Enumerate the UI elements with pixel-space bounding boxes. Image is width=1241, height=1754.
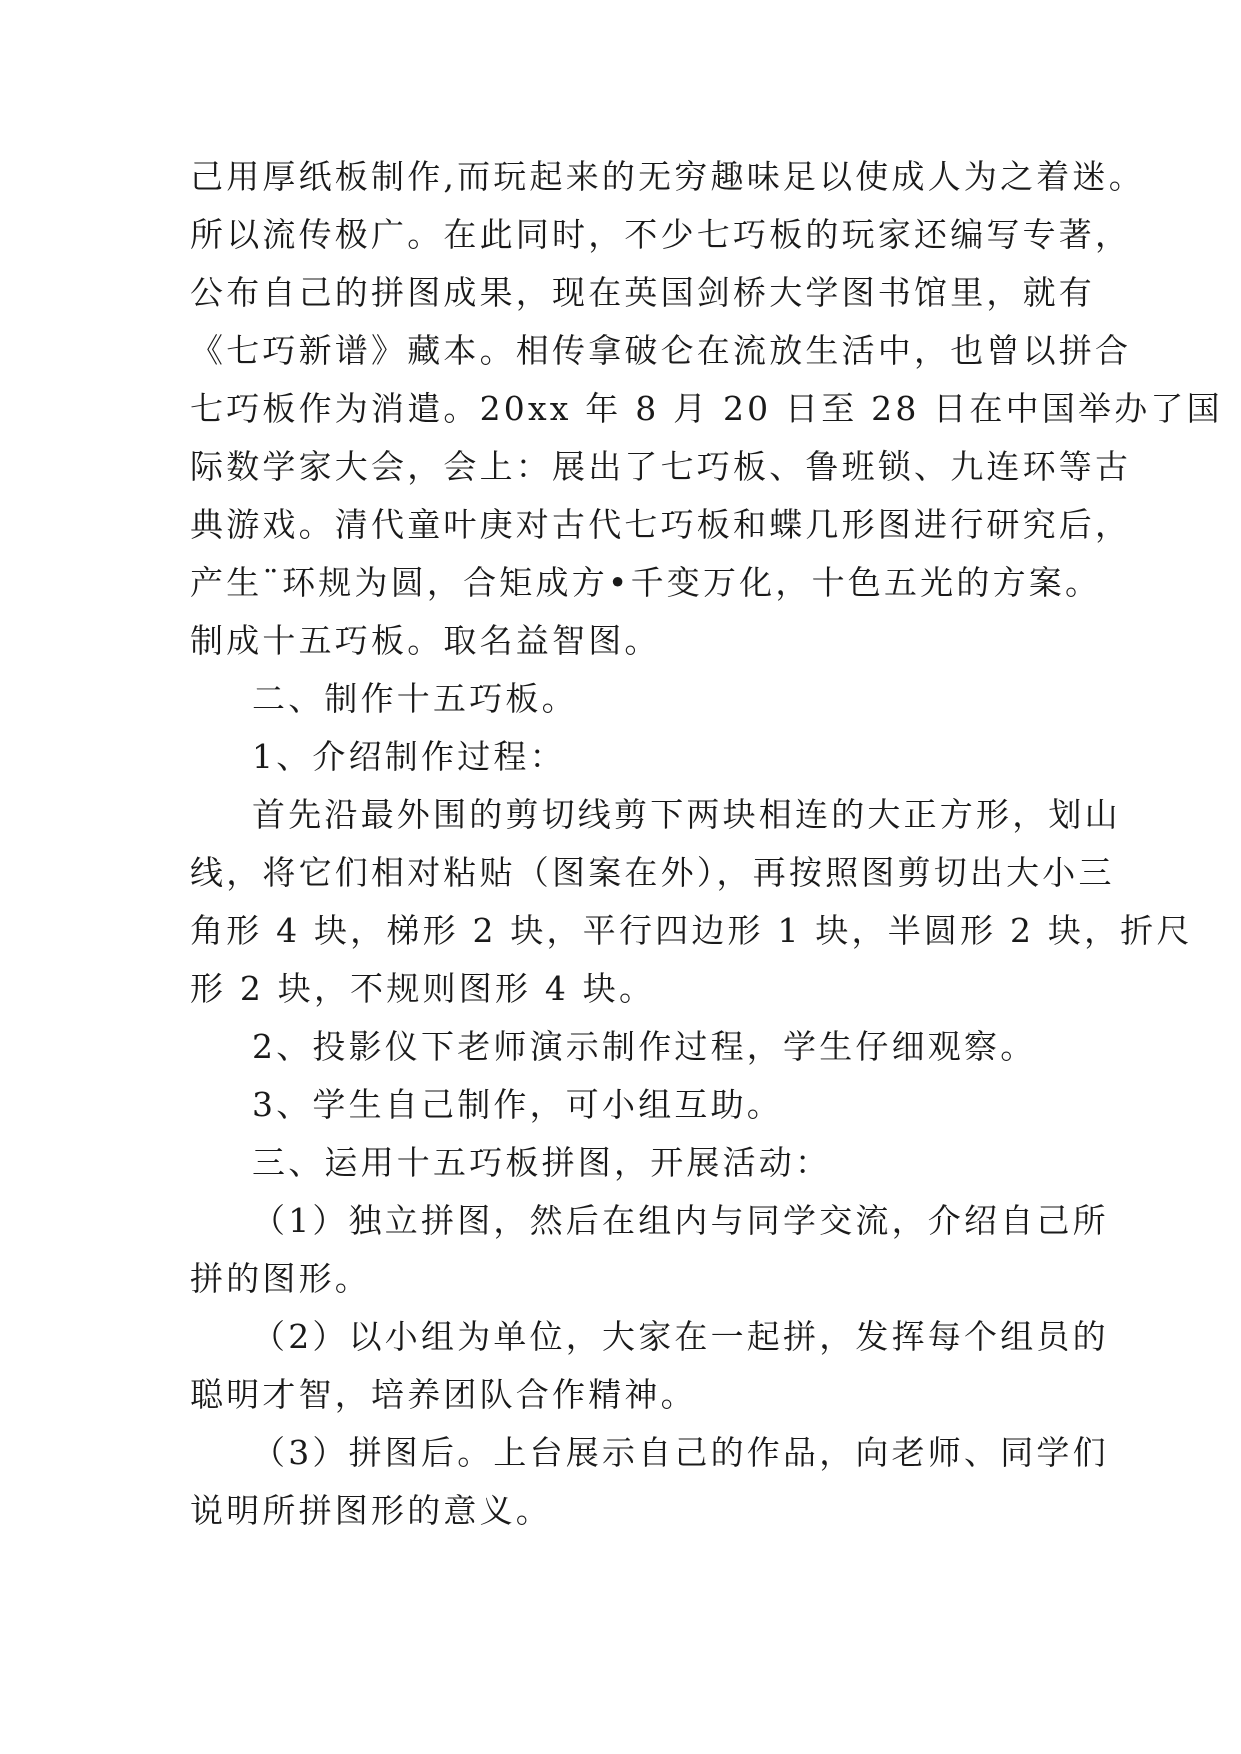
text-line: 形 2 块，不规则图形 4 块。 bbox=[190, 969, 656, 1008]
text-line: （2）以小组为单位，大家在一起拼，发挥每个组员的 bbox=[252, 1317, 1109, 1356]
text-line: 典游戏。清代童叶庚对古代七巧板和蝶几形图进行研究后， bbox=[190, 505, 1132, 544]
text-line: 己用厚纸板制作,而玩起来的无穷趣味足以使成人为之着迷。 bbox=[190, 157, 1145, 196]
text-line: 拼的图形。 bbox=[190, 1259, 371, 1298]
text-line: 2、投影仪下老师演示制作过程，学生仔细观察。 bbox=[252, 1027, 1037, 1066]
text-line: 角形 4 块，梯形 2 块，平行四边形 1 块，半圆形 2 块，折尺 bbox=[190, 911, 1193, 950]
text-line: 《七巧新谱》藏本。相传拿破仑在流放生活中，也曾以拼合 bbox=[190, 331, 1132, 370]
text-line: 线，将它们相对粘贴（图案在外），再按照图剪切出大小三 bbox=[190, 853, 1115, 892]
section-heading: 二、制作十五巧板。 bbox=[252, 679, 578, 718]
text-line: 七巧板作为消遣。20xx 年 8 月 20 日至 28 日在中国举办了国 bbox=[190, 389, 1223, 428]
text-line: 际数学家大会，会上：展出了七巧板、鲁班锁、九连环等古 bbox=[190, 447, 1132, 486]
subsection-heading: 1、介绍制作过程： bbox=[252, 737, 566, 776]
text-line: 所以流传极广。在此同时，不少七巧板的玩家还编写专著， bbox=[190, 215, 1132, 254]
text-line: 首先沿最外围的剪切线剪下两块相连的大正方形，划山 bbox=[252, 795, 1121, 834]
text-line: 说明所拼图形的意义。 bbox=[190, 1491, 552, 1530]
text-line: 3、学生自己制作，可小组互助。 bbox=[252, 1085, 783, 1124]
text-line: 制成十五巧板。取名益智图。 bbox=[190, 621, 661, 660]
text-line: 聪明才智，培养团队合作精神。 bbox=[190, 1375, 697, 1414]
text-line: （1）独立拼图，然后在组内与同学交流，介绍自己所 bbox=[252, 1201, 1109, 1240]
text-line: （3）拼图后。上台展示自己的作品，向老师、同学们 bbox=[252, 1433, 1109, 1472]
section-heading: 三、运用十五巧板拼图，开展活动： bbox=[252, 1143, 832, 1182]
text-line: 公布自己的拼图成果，现在英国剑桥大学图书馆里，就有 bbox=[190, 273, 1095, 312]
text-line: 产生¨环规为圆，合矩成方•千变万化，十色五光的方案。 bbox=[190, 563, 1102, 602]
